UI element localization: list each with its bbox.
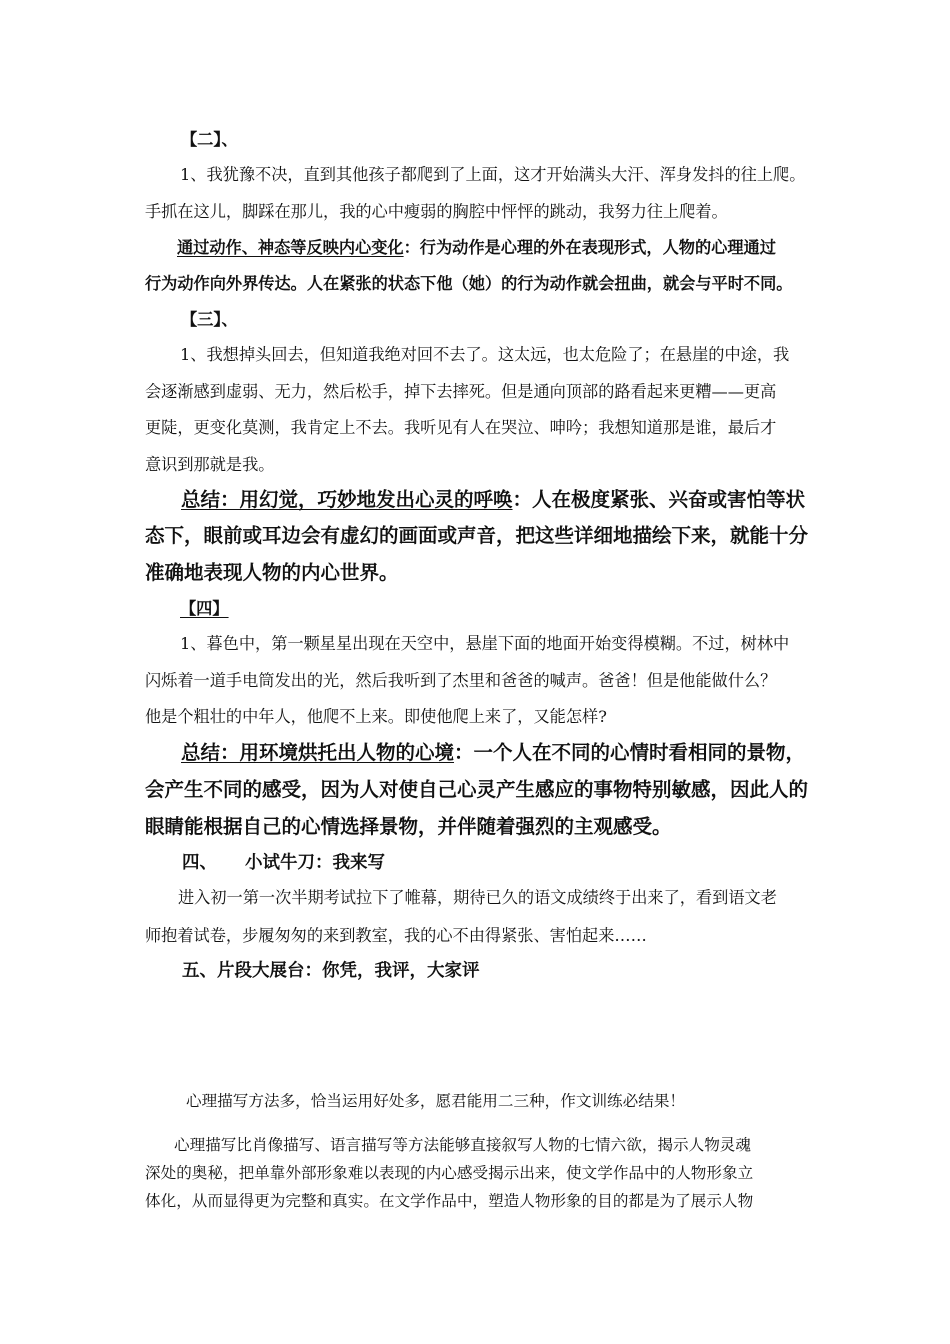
section-four-text-line: 1、暮色中，第一颗星星出现在天空中，悬崖下面的地面开始变得模糊。不过，树林中 bbox=[180, 634, 790, 653]
part-four-number: 四、 bbox=[182, 853, 217, 873]
section-four-text-line: 他是个粗壮的中年人，他爬不上来。即使他爬上来了，又能怎样? bbox=[145, 707, 607, 726]
section-three-text-line: 更陡，更变化莫测，我肯定上不去。我听见有人在哭泣、呻吟；我想知道那是谁，最后才 bbox=[145, 418, 777, 437]
section-two-note-text: ：行为动作是心理的外在表现形式，人物的心理通过 bbox=[403, 238, 776, 257]
closing-paragraph-line: 深处的奥秘，把单靠外部形象难以表现的内心感受揭示出来，使文学作品中的人物形象立 bbox=[145, 1164, 754, 1182]
section-two-text-line: 1、我犹豫不决，直到其他孩子都爬到了上面，这才开始满头大汗、浑身发抖的往上爬。 bbox=[180, 165, 806, 184]
section-two-note-line: 行为动作向外界传达。人在紧张的状态下他（她）的行为动作就会扭曲，就会与平时不同。 bbox=[145, 274, 793, 293]
part-five-title: 五、片段大展台：你凭，我评，大家评 bbox=[182, 961, 480, 981]
section-four-summary-text: ：一个人在不同的心情时看相同的景物， bbox=[454, 741, 806, 764]
section-four-summary-line: 会产生不同的感受，因为人对使自己心灵产生感应的事物特别敏感，因此人的 bbox=[145, 778, 809, 801]
closing-paragraph-line: 心理描写比肖像描写、语言描写等方法能够直接叙写人物的七情六欲，揭示人物灵魂 bbox=[174, 1136, 751, 1154]
section-four-summary-line bbox=[181, 741, 805, 765]
section-three-heading: 【三】、 bbox=[181, 310, 238, 329]
section-three-summary-text: ：人在极度紧张、兴奋或害怕等状 bbox=[512, 488, 806, 511]
section-three-text-line: 1、我想掉头回去，但知道我绝对回不去了。这太远，也太危险了；在悬崖的中途，我 bbox=[180, 345, 790, 364]
section-two-note-line bbox=[177, 238, 776, 258]
section-three-text-line: 会逐渐感到虚弱、无力，然后松手，掉下去摔死。但是通向顶部的路看起来更糟——更高 bbox=[145, 382, 777, 401]
section-three-summary-line bbox=[181, 488, 805, 512]
part-four-text-line: 进入初一第一次半期考试拉下了帷幕，期待已久的语文成绩终于出来了，看到语文老 bbox=[178, 888, 777, 907]
closing-motto: 心理描写方法多，恰当运用好处多，愿君能用二三种，作文训练必结果！ bbox=[186, 1092, 686, 1110]
section-two-note-keyword: 通过动作、神态等反映内心变化 bbox=[177, 238, 404, 257]
section-three-summary-line: 准确地表现人物的内心世界。 bbox=[145, 561, 399, 584]
section-two-heading: 【二】、 bbox=[181, 130, 238, 149]
section-two-text-line: 手抓在这儿，脚踩在那儿，我的心中瘦弱的胸腔中怦怦的跳动，我努力往上爬着。 bbox=[145, 202, 728, 221]
part-four-title: 小试牛刀：我来写 bbox=[245, 853, 385, 873]
section-three-text-line: 意识到那就是我。 bbox=[145, 455, 275, 474]
section-four-summary-keyword: 总结：用环境烘托出人物的心境 bbox=[181, 741, 455, 764]
section-three-summary-line: 态下，眼前或耳边会有虚幻的画面或声音，把这些详细地描绘下来，就能十分 bbox=[145, 524, 809, 547]
section-four-summary-line: 眼睛能根据自己的心情选择景物，并伴随着强烈的主观感受。 bbox=[145, 815, 672, 838]
section-four-text-line: 闪烁着一道手电筒发出的光，然后我听到了杰里和爸爸的喊声。爸爸！但是他能做什么？ bbox=[145, 671, 777, 690]
section-three-summary-keyword: 总结：用幻觉，巧妙地发出心灵的呼唤 bbox=[181, 488, 513, 511]
section-four-heading: 【四】 bbox=[180, 599, 229, 618]
closing-paragraph-line: 体化，从而显得更为完整和真实。在文学作品中，塑造人物形象的目的都是为了展示人物 bbox=[145, 1192, 754, 1210]
part-four-text-line: 师抱着试卷，步履匆匆的来到教室，我的心不由得紧张、害怕起来…… bbox=[145, 926, 647, 945]
